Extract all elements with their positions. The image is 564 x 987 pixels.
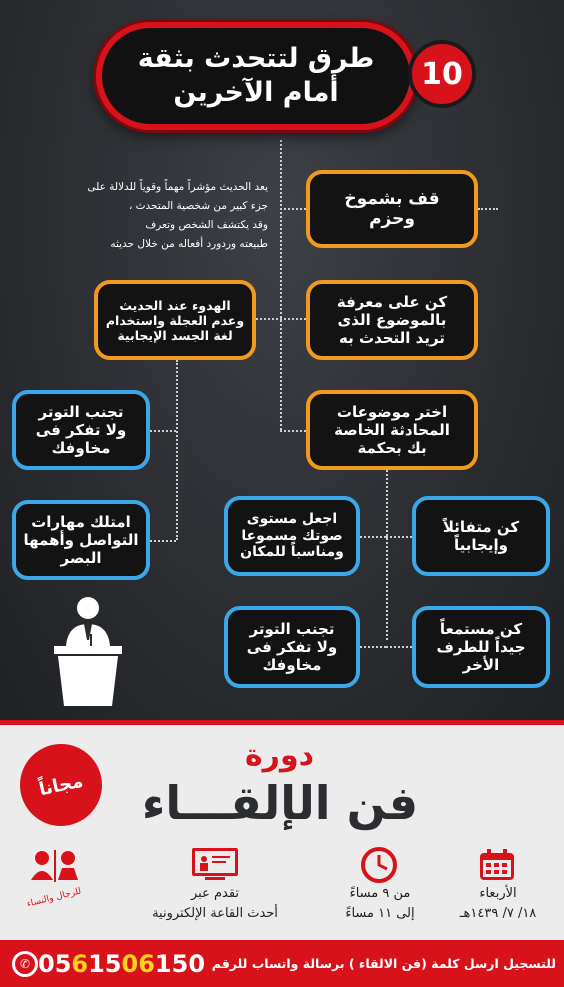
tip-line: جيداً للطرف: [436, 638, 526, 656]
tip-line: المحادثة الخاصة: [334, 421, 450, 439]
phone-part: 05: [38, 949, 72, 978]
tip-line: كن على معرفة: [336, 293, 448, 311]
tip-line: التواصل وأهمها: [23, 531, 139, 549]
intro-text: [18, 178, 268, 254]
tip-line: الأخر: [462, 656, 500, 674]
connector-line: [256, 318, 306, 320]
tip-line: مخاوفك: [51, 439, 111, 457]
tip-stand-tall: [306, 170, 478, 248]
tip-line: قف بشموخ: [344, 188, 440, 209]
tip-line: تجنب التوتر: [38, 403, 124, 421]
tip-line: وحزم: [369, 209, 415, 229]
tip-line: لغة الجسد الإيجابية: [117, 327, 233, 343]
connector-line: [150, 540, 176, 542]
intro-line: يعد الحديث مؤشراً مهماً وقوياً للدلالة على: [87, 181, 268, 193]
title-line-2: أمام الآخرين: [173, 77, 339, 108]
connector-line: [478, 208, 498, 210]
tip-calm-speech: [94, 280, 256, 360]
intro-line: جزء كبير من شخصية المتحدث ،: [128, 200, 268, 212]
phone-block: [8, 950, 205, 978]
connector-line: [386, 646, 412, 648]
phone-number[interactable]: [38, 950, 205, 978]
date-value: ١٨/ ٧/ ١٤٣٩هـ: [459, 906, 537, 921]
tip-line: تجنب التوتر: [249, 620, 335, 638]
connector-line: [280, 430, 306, 432]
title-banner: [96, 22, 416, 130]
time-from: من ٩ مساءً: [349, 886, 411, 901]
title-line-1: طرق لتتحدث بثقة: [137, 43, 375, 74]
tip-choose-topics: [306, 390, 478, 470]
tip-voice-level: [224, 496, 360, 576]
tip-line: صوتك مسموعا: [241, 527, 343, 544]
registration-footer: [0, 940, 564, 987]
tip-line: وعدم العجلة واستخدام: [105, 312, 245, 328]
tip-know-topic: [306, 280, 478, 360]
intro-line: وقد يكتشف الشخص وتعرف: [145, 219, 268, 231]
tip-line: امتلك مهارات: [31, 513, 131, 531]
tip-line: ولا تفكر فى: [246, 638, 338, 656]
registration-message: للتسجيل ارسل كلمة (فن الالقاء ) برسالة واتساب للرقم: [211, 956, 556, 971]
phone-part: 15: [88, 949, 122, 978]
tip-good-listener: [412, 606, 550, 688]
connector-line: [386, 470, 388, 640]
tip-line: اجعل مستوى: [246, 510, 338, 527]
tip-be-optimistic: [412, 496, 550, 576]
tip-line: كن متفائلاً: [442, 518, 520, 536]
date-day: الأربعاء: [479, 886, 517, 901]
tip-line: ومناسباً للمكان: [240, 544, 344, 561]
connector-line: [360, 646, 386, 648]
clock-icon: [360, 846, 398, 884]
venue-line-2: أحدث القاعة الإلكترونية: [152, 906, 278, 921]
tip-line: ولا تفكر فى: [35, 421, 127, 439]
free-badge: مجاناً: [12, 736, 109, 833]
connector-line: [386, 536, 412, 538]
tip-line: وإيجابياً: [454, 536, 508, 554]
phone-part: 06: [121, 949, 155, 978]
connector-line: [360, 536, 386, 538]
course-label: دورة: [244, 738, 314, 773]
title-number-badge: 10: [408, 40, 476, 108]
tip-line: بك بحكمة: [357, 439, 427, 457]
venue-line-1: تقدم عبر: [190, 886, 240, 901]
tip-line: تريد التحدث به: [339, 329, 445, 347]
tip-line: مخاوفك: [262, 656, 322, 674]
info-date: [448, 884, 548, 924]
monitor-presenter-icon: [190, 846, 240, 882]
phone-part: 150: [154, 949, 206, 978]
connector-line: [280, 208, 306, 210]
connector-line: [176, 360, 178, 540]
tip-line: البصر: [60, 549, 102, 567]
tip-avoid-stress-1: [12, 390, 150, 470]
tip-communication-skills: [12, 500, 150, 580]
course-name: فن الإلقـــاء: [141, 776, 419, 830]
info-audience: للرجال والنساء: [25, 886, 83, 910]
tip-line: كن مستمعاً: [439, 620, 523, 638]
time-to: إلى ١١ مساءً: [345, 906, 415, 921]
tip-line: بالموضوع الذى: [337, 311, 447, 329]
speaker-podium-icon: [48, 594, 128, 710]
tip-line: الهدوء عند الحديث: [119, 297, 231, 313]
calendar-icon: [478, 848, 516, 882]
tip-line: اختر موضوعات: [336, 403, 448, 421]
phone-part: 6: [71, 949, 89, 978]
info-venue: [130, 884, 300, 924]
connector-line: [280, 140, 282, 430]
whatsapp-icon: ✆: [12, 951, 38, 977]
connector-line: [150, 430, 176, 432]
info-time: [330, 884, 430, 924]
intro-line: طبيعته وردورد أفعاله من خلال حديثه: [110, 238, 268, 250]
tip-avoid-stress-2: [224, 606, 360, 688]
